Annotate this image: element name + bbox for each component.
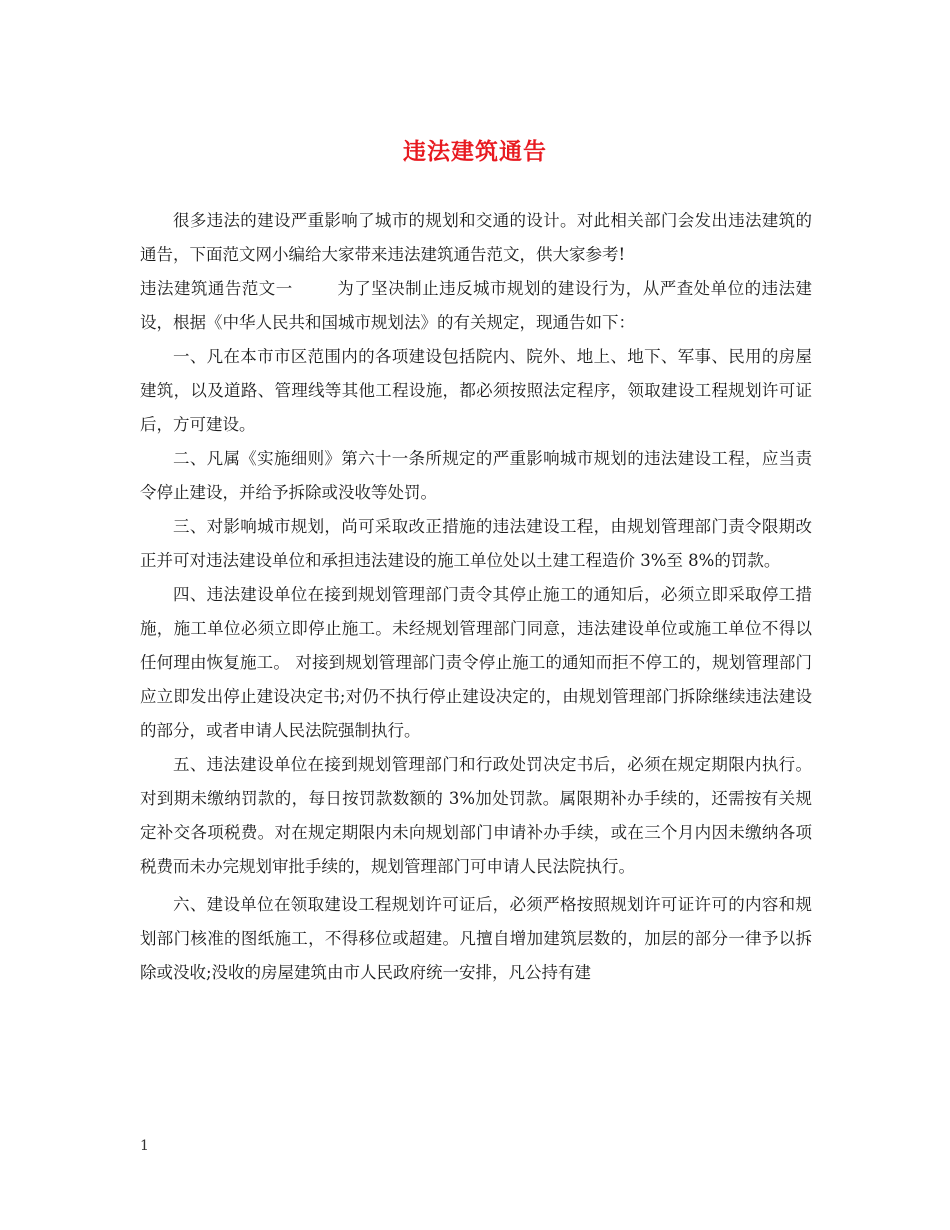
clause-paragraph-6: 六、建设单位在领取建设工程规划许可证后，必须严格按照规划许可证许可的内容和规划部门核准的图纸施工，不得移位或超建。凡擅自增加建筑层数的，加层的部分一律予以拆除或没收;没收的房屋建筑由市人民政府统一安排，凡公持有建 xyxy=(140,895,812,982)
document-body xyxy=(140,204,812,990)
clause-paragraph-3: 三、对影响城市规划，尚可采取改正措施的违法建设工程，由规划管理部门责令限期改正并可对违法建设单位和承担违法建设的施工单位处以土建工程造价 3%至 8%的罚款。 xyxy=(140,517,812,570)
sample-label: 违法建筑通告范文一 xyxy=(140,279,293,298)
document-title: 违法建筑通告 xyxy=(403,138,547,165)
clause-paragraph-5: 五、违法建设单位在接到规划管理部门和行政处罚决定书后，必须在规定期限内执行。对到期未缴纳罚款的，每日按罚款数额的 3%加处罚款。属限期补办手续的，还需按有关规定补交各项税费。对在规定期限内未向规划部门申请补办手续，或在三个月内因未缴纳各项税费而未办完规划审批手续的，规划管理部门可申请人民法院执行。 xyxy=(140,755,812,876)
clause-paragraph-2: 二、凡属《实施细则》第六十一条所规定的严重影响城市规划的违法建设工程，应当责令停止建设，并给予拆除或没收等处罚。 xyxy=(140,449,812,502)
sample-opening: 为了坚决制止违反城市规划的建设行为，从严查处单位的违法建设，根据《中华人民共和国城市规划法》的有关规定，现通告如下： xyxy=(140,279,813,332)
sample-heading-paragraph xyxy=(140,272,812,340)
page-number: 1 xyxy=(140,1138,149,1154)
clause-paragraph-4: 四、违法建设单位在接到规划管理部门责令其停止施工的通知后，必须立即采取停工措施，施工单位必须立即停止施工。未经规划管理部门同意，违法建设单位或施工单位不得以任何理由恢复施工。 对接到规划管理部门责令停止施工的通知而拒不停工的，规划管理部门应立即发出停止建设决定书;对仍不执行停止建设决定的，由规划管理部门拆除继续违法建设的部分，或者申请人民法院强制执行。 xyxy=(140,585,812,740)
clause-paragraph-1: 一、凡在本市市区范围内的各项建设包括院内、院外、地上、地下、军事、民用的房屋建筑，以及道路、管理线等其他工程设施，都必须按照法定程序，领取建设工程规划许可证后，方可建设。 xyxy=(140,347,812,434)
intro-paragraph: 很多违法的建设严重影响了城市的规划和交通的设计。对此相关部门会发出违法建筑的通告，下面范文网小编给大家带来违法建筑通告范文，供大家参考! xyxy=(140,211,812,264)
